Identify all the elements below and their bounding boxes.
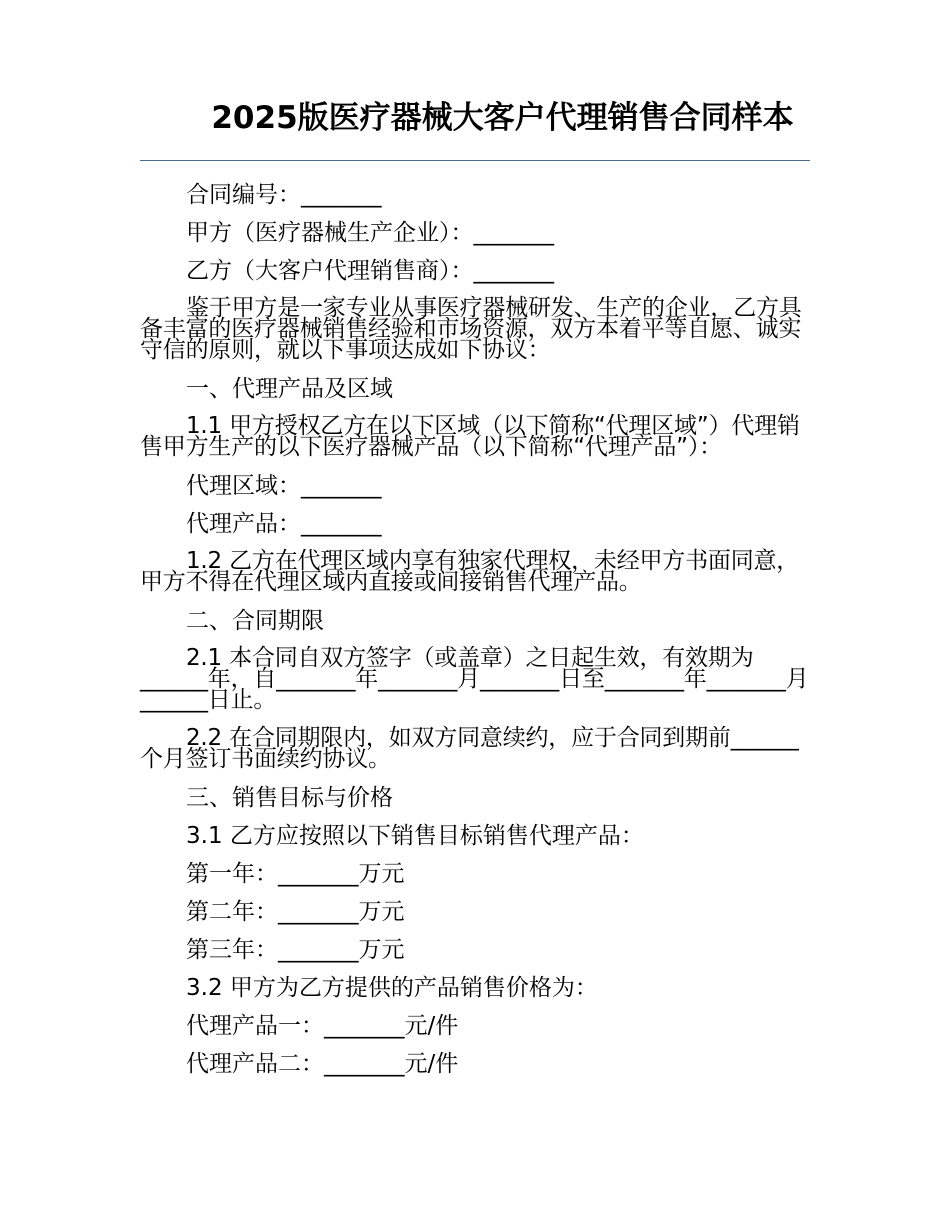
clause-1-2: 1.2 乙方在代理区域内享有独家代理权，未经甲方书面同意，甲方不得在代理区域内直接或间接销售代理产品。 [140, 548, 800, 595]
product2-price-line: 代理产品二：_______元/件 [186, 1051, 459, 1077]
agency-product-line: 代理产品：_______ [186, 511, 382, 537]
section1-heading: 一、代理产品及区域 [186, 376, 393, 402]
party-a-line: 甲方（医疗器械生产企业）：_______ [186, 220, 554, 246]
product1-price-line: 代理产品一：_______元/件 [186, 1013, 459, 1039]
document-body [140, 176, 810, 1083]
clause-3-1: 3.1 乙方应按照以下销售目标销售代理产品： [186, 823, 644, 849]
section3-heading: 三、销售目标与价格 [186, 785, 393, 811]
contract-number-line: 合同编号：_______ [186, 182, 382, 208]
party-b-line: 乙方（大客户代理销售商）：_______ [186, 258, 554, 284]
clause-2-1: 2.1 本合同自双方签字（或盖章）之日起生效，有效期为______年，自_______年_______月_______日至_______年_______月______日止。 [140, 645, 809, 713]
clause-3-2: 3.2 甲方为乙方提供的产品销售价格为： [186, 975, 598, 1001]
agency-region-line: 代理区域：_______ [186, 473, 382, 499]
clause-1-1: 1.1 甲方授权乙方在以下区域（以下简称“代理区域”）代理销售甲方生产的以下医疗器械产品（以下简称“代理产品”）： [140, 413, 800, 460]
year3-target-line: 第三年：_______万元 [186, 937, 405, 963]
document-title: 2025版医疗器械大客户代理销售合同样本 [211, 100, 794, 136]
section2-heading: 二、合同期限 [186, 608, 324, 634]
year1-target-line: 第一年：_______万元 [186, 861, 405, 887]
preamble-paragraph: 鉴于甲方是一家专业从事医疗器械研发、生产的企业，乙方具备丰富的医疗器械销售经验和市场资源，双方本着平等自愿、诚实守信的原则，就以下事项达成如下协议： [140, 295, 802, 363]
clause-2-2: 2.2 在合同期限内，如双方同意续约，应于合同到期前______个月签订书面续约协议。 [140, 725, 799, 772]
title-underline [140, 160, 810, 161]
year2-target-line: 第二年：_______万元 [186, 899, 405, 925]
